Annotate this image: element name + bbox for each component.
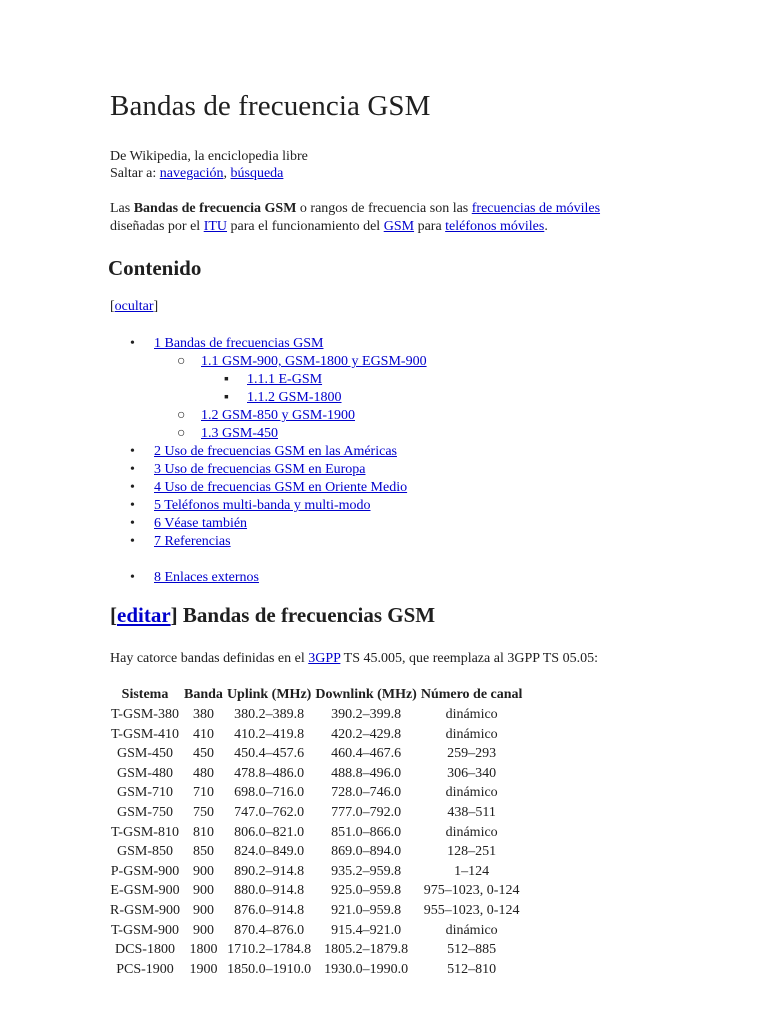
column-header: Banda	[184, 686, 223, 702]
table-cell: 1930.0–1990.0	[324, 961, 409, 977]
toc-link[interactable]: 7 Referencias	[154, 534, 231, 549]
table-cell: P-GSM-900	[110, 863, 180, 879]
table-cell: 850	[192, 844, 214, 860]
jump-navigation-link[interactable]: navegación	[159, 166, 224, 181]
toc-item	[130, 335, 427, 353]
link-3gpp[interactable]: 3GPP	[308, 651, 341, 666]
table-cell: 259–293	[447, 746, 497, 762]
toc-link[interactable]: 4 Uso de frecuencias GSM en Oriente Medio	[154, 480, 408, 495]
table-cell: GSM-710	[117, 785, 174, 801]
table-header-row	[108, 684, 524, 705]
table-cell: T-GSM-410	[111, 726, 179, 742]
table-cell: 390.2–399.8	[331, 707, 402, 722]
intro-text: o rangos de frecuencia son las	[296, 201, 472, 216]
toc-hide-link[interactable]: ocultar	[114, 299, 154, 314]
edit-bracket: ]	[170, 603, 178, 627]
table-cell: 890.2–914.8	[234, 863, 305, 879]
table-cell: 750	[192, 804, 214, 820]
table-cell: 747.0–762.0	[234, 804, 305, 820]
jump-links	[110, 165, 308, 182]
table-cell: 512–885	[447, 942, 497, 958]
edit-bracket: [	[110, 603, 117, 627]
table-row	[108, 783, 524, 803]
toc-item	[130, 479, 427, 497]
table-cell: dinámico	[445, 707, 498, 722]
table-cell: 1850.0–1910.0	[227, 961, 312, 977]
table-cell: 870.4–876.0	[234, 922, 305, 938]
table-cell: T-GSM-810	[111, 824, 179, 840]
toc-item	[130, 461, 427, 479]
toc-heading: Contenido	[108, 256, 202, 280]
toc-link[interactable]: 1.1.1 E-GSM	[247, 372, 323, 387]
intro-text: para el funcionamiento del	[227, 219, 384, 234]
table-cell: 1805.2–1879.8	[324, 942, 409, 958]
column-header: Uplink (MHz)	[226, 686, 312, 702]
toc-item	[130, 497, 427, 515]
toc-item	[130, 407, 427, 425]
toc-item	[130, 515, 427, 533]
table-cell: 420.2–429.8	[331, 726, 402, 742]
table-cell: 915.4–921.0	[331, 922, 402, 938]
circle-bullet-icon: ○	[177, 426, 186, 441]
toc-item	[130, 425, 427, 443]
table-cell: R-GSM-900	[110, 902, 181, 918]
table-cell: 876.0–914.8	[234, 902, 305, 918]
column-header: Downlink (MHz)	[315, 686, 417, 702]
page-subtitle-block	[110, 148, 308, 182]
toc-item	[130, 371, 427, 389]
table-cell: 512–810	[447, 961, 497, 977]
intro-text: para	[414, 219, 446, 234]
table-cell: 777.0–792.0	[331, 804, 402, 820]
table-row	[108, 764, 524, 784]
table-cell: 1710.2–1784.8	[227, 942, 312, 958]
circle-bullet-icon: ○	[177, 408, 186, 423]
table-cell: 450	[192, 746, 214, 762]
toc-item	[130, 443, 427, 461]
table-cell: DCS-1800	[115, 942, 175, 958]
toc-link[interactable]: 1.3 GSM-450	[201, 426, 279, 441]
section-text: Hay catorce bandas definidas en el	[110, 651, 309, 666]
square-bullet-icon: ▪	[224, 372, 229, 387]
table-cell: 900	[192, 902, 214, 918]
table-cell: 478.8–486.0	[234, 765, 305, 781]
toc-toggle-bracket: [	[110, 299, 115, 314]
table-row	[108, 744, 524, 764]
table-cell: 710	[192, 785, 214, 801]
table-cell: E-GSM-900	[110, 883, 180, 899]
table-cell: 306–340	[447, 765, 497, 781]
table-body	[108, 705, 524, 979]
table-of-contents	[130, 335, 427, 587]
intro-text: diseñadas por el	[110, 219, 204, 234]
table-cell: 900	[192, 883, 214, 899]
toc-link[interactable]: 1 Bandas de frecuencias GSM	[154, 336, 324, 351]
table-cell: 810	[192, 824, 214, 840]
table-cell: 728.0–746.0	[331, 785, 402, 801]
table-cell: 851.0–866.0	[331, 824, 402, 840]
table-cell: dinámico	[445, 726, 498, 742]
table-cell: 824.0–849.0	[234, 844, 305, 860]
table-cell: T-GSM-380	[111, 707, 179, 722]
toc-toggle-bracket: ]	[153, 299, 159, 314]
table-cell: 488.8–496.0	[331, 765, 402, 781]
table-cell: 925.0–959.8	[331, 883, 402, 899]
table-cell: 955–1023, 0-124	[423, 902, 520, 918]
section-heading	[110, 603, 435, 628]
table-cell: 698.0–716.0	[234, 785, 305, 801]
table-cell: 1900	[189, 961, 218, 977]
table-row	[108, 705, 524, 725]
bullet-icon: •	[130, 570, 135, 585]
column-header: Sistema	[121, 686, 169, 702]
table-cell: 450.4–457.6	[234, 746, 305, 762]
bullet-icon: •	[130, 480, 135, 495]
edit-section-link[interactable]: editar	[117, 603, 171, 627]
column-header: Número de canal	[420, 686, 523, 702]
table-row	[108, 842, 524, 862]
table-cell: 410.2–419.8	[234, 726, 305, 742]
table-row	[108, 921, 524, 941]
source-line: De Wikipedia, la enciclopedia libre	[110, 149, 308, 164]
table-cell: GSM-450	[117, 746, 174, 762]
jump-separator: ,	[223, 166, 231, 181]
intro-text: Las	[110, 201, 134, 216]
table-cell: 975–1023, 0-124	[423, 883, 520, 899]
table-row	[108, 901, 524, 921]
table-row	[108, 725, 524, 745]
intro-bold-term: Bandas de frecuencia GSM	[133, 201, 297, 216]
table-row	[108, 862, 524, 882]
square-bullet-icon: ▪	[224, 390, 229, 405]
table-cell: GSM-480	[117, 765, 174, 781]
page-title: Bandas de frecuencia GSM	[110, 90, 431, 122]
table-row	[108, 960, 524, 980]
bullet-icon: •	[130, 498, 135, 513]
bullet-icon: •	[130, 444, 135, 459]
toc-link[interactable]: 8 Enlaces externos	[154, 570, 259, 585]
bullet-icon: •	[130, 534, 135, 549]
table-cell: 480	[192, 765, 214, 781]
table-row	[108, 803, 524, 823]
table-cell: 921.0–959.8	[331, 902, 402, 918]
table-cell: 380	[192, 707, 214, 722]
table-row	[108, 823, 524, 843]
link-frecuencias-moviles[interactable]: frecuencias de móviles	[471, 201, 601, 216]
table-cell: dinámico	[445, 824, 498, 840]
toc-link[interactable]: 5 Teléfonos multi-banda y multi-modo	[154, 498, 371, 513]
toc-link[interactable]: 1.1 GSM-900, GSM-1800 y EGSM-900	[201, 354, 427, 369]
toc-spacer	[130, 551, 427, 569]
table-cell: 869.0–894.0	[331, 844, 402, 860]
toc-toggle	[110, 299, 158, 315]
table-cell: 380.2–389.8	[234, 707, 305, 722]
toc-item	[130, 353, 427, 371]
table-cell: 900	[192, 863, 214, 879]
bullet-icon: •	[130, 516, 135, 531]
toc-item	[130, 569, 427, 587]
table-cell: 806.0–821.0	[234, 824, 305, 840]
circle-bullet-icon: ○	[177, 354, 186, 369]
jump-search-link[interactable]: búsqueda	[230, 166, 284, 181]
table-cell: 1800	[189, 942, 218, 958]
table-cell: 460.4–467.6	[331, 746, 402, 762]
intro-text: .	[544, 219, 548, 234]
toc-link[interactable]: 3 Uso de frecuencias GSM en Europa	[154, 462, 366, 477]
intro-paragraph	[110, 200, 670, 236]
toc-link[interactable]: 1.2 GSM-850 y GSM-1900	[201, 408, 356, 423]
table-cell: 900	[192, 922, 214, 938]
jump-prefix: Saltar a:	[110, 166, 160, 181]
link-itu[interactable]: ITU	[203, 219, 228, 234]
table-cell: dinámico	[445, 922, 498, 938]
section-text: TS 45.005, que reemplaza al 3GPP TS 05.05:	[340, 651, 598, 666]
toc-link[interactable]: 6 Véase también	[154, 516, 248, 531]
table-cell: 1–124	[454, 863, 490, 879]
table-cell: 128–251	[447, 844, 497, 860]
table-cell: PCS-1900	[116, 961, 174, 977]
table-row	[108, 881, 524, 901]
toc-item	[130, 533, 427, 551]
toc-link[interactable]: 1.1.2 GSM-1800	[247, 390, 342, 405]
toc-item	[130, 389, 427, 407]
table-cell: GSM-750	[117, 804, 174, 820]
bullet-icon: •	[130, 462, 135, 477]
table-cell: 438–511	[447, 804, 496, 820]
section-paragraph	[110, 651, 598, 667]
link-telefonos-moviles[interactable]: teléfonos móviles	[445, 219, 545, 234]
toc-link[interactable]: 2 Uso de frecuencias GSM en las Américas	[154, 444, 397, 459]
table-cell: dinámico	[445, 785, 498, 801]
link-gsm[interactable]: GSM	[383, 219, 415, 234]
table-cell: GSM-850	[117, 844, 174, 860]
frequency-bands-table	[108, 684, 524, 979]
table-cell: 410	[192, 726, 214, 742]
table-cell: T-GSM-900	[111, 922, 179, 938]
table-row	[108, 940, 524, 960]
bullet-icon: •	[130, 336, 135, 351]
table-cell: 880.0–914.8	[234, 883, 305, 899]
section-title: Bandas de frecuencias GSM	[177, 603, 436, 627]
table-cell: 935.2–959.8	[331, 863, 402, 879]
